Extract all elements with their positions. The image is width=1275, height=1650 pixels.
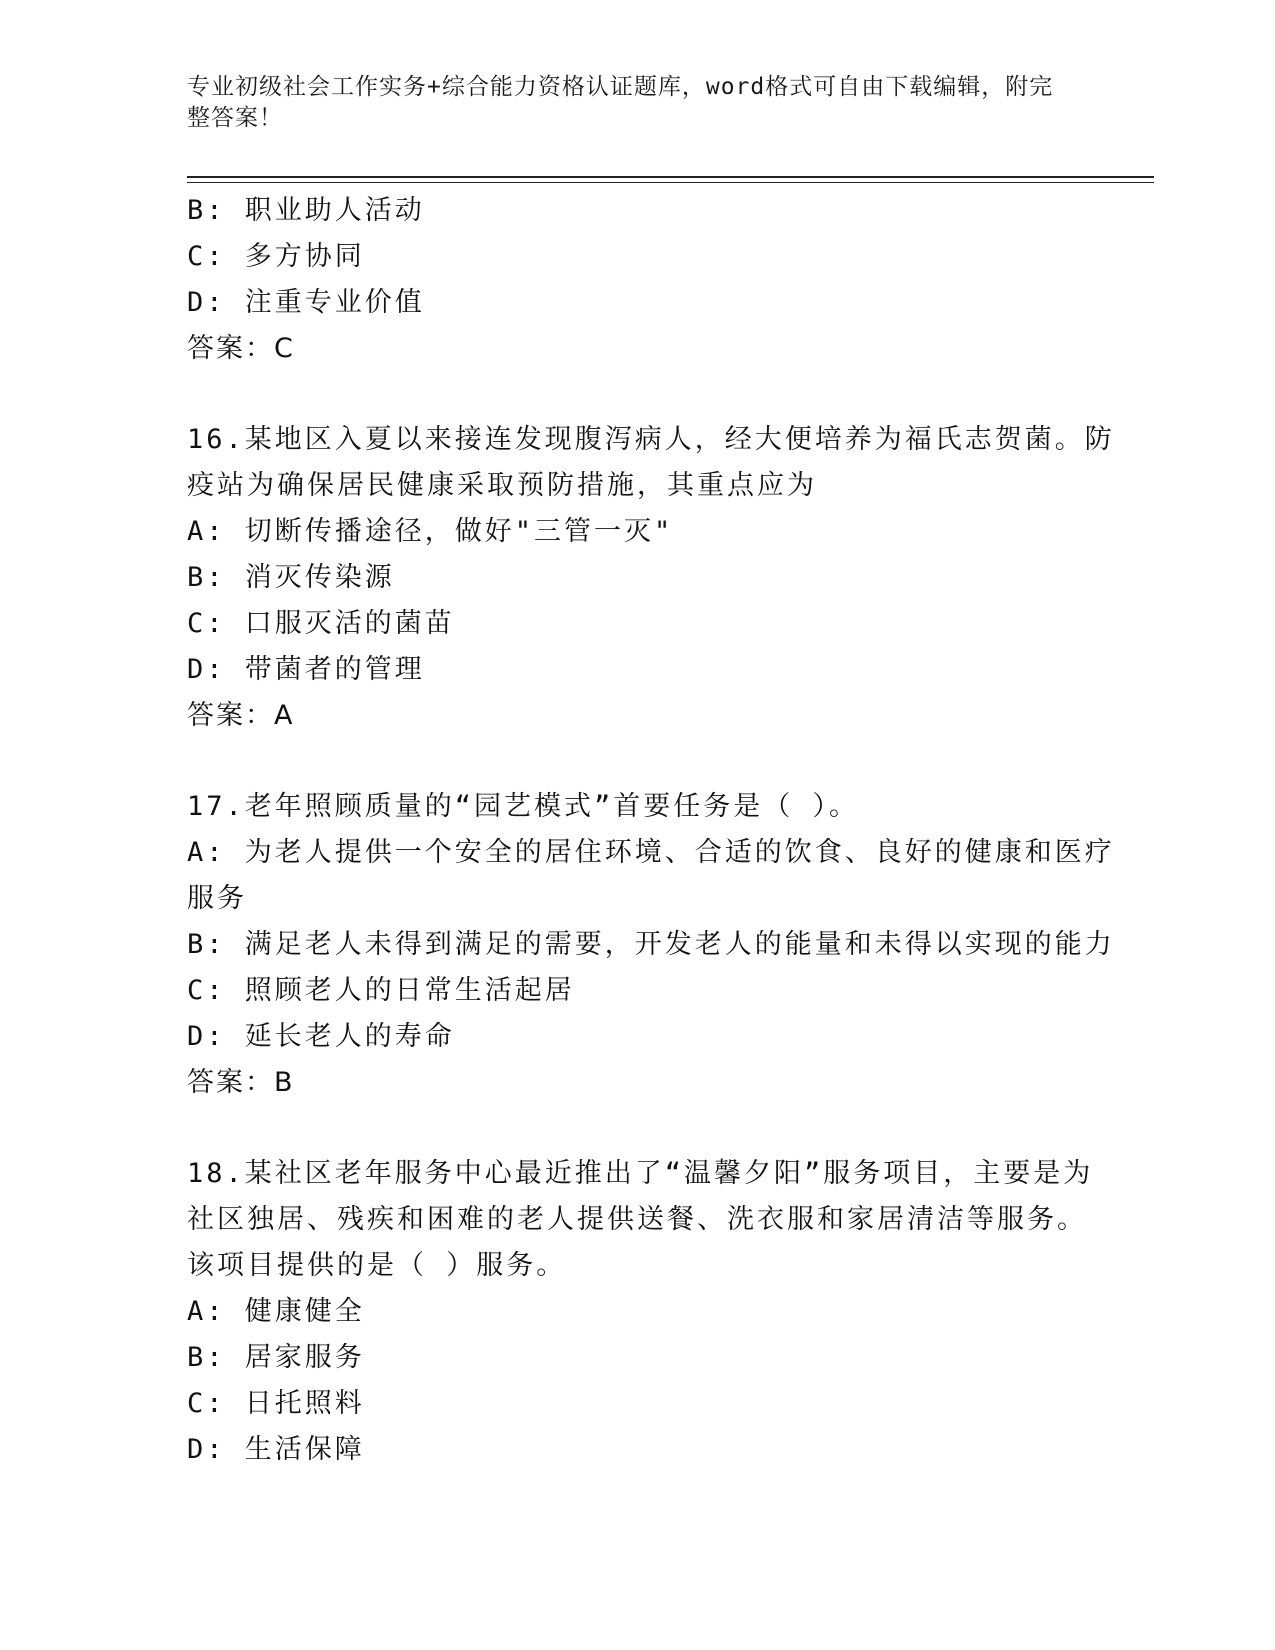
header-line-2: 整答案！: [187, 105, 283, 131]
question-17: [187, 784, 1115, 1106]
option-line: A: 为老人提供一个安全的居住环境、合适的饮食、良好的健康和医疗: [187, 837, 1115, 868]
option-line: D: 生活保障: [187, 1434, 365, 1465]
answer-line: 答案：C: [187, 333, 295, 364]
question-stem: 16.某地区入夏以来接连发现腹泻病人，经大便培养为福氏志贺菌。防: [187, 424, 1115, 455]
question-stem: 该项目提供的是（ ）服务。: [187, 1250, 567, 1281]
question-stem: 疫站为确保居民健康采取预防措施，其重点应为: [187, 470, 817, 501]
option-line: C: 照顾老人的日常生活起居: [187, 975, 575, 1006]
answer-line: 答案：A: [187, 700, 295, 731]
option-line: D: 延长老人的寿命: [187, 1021, 455, 1052]
option-line: C: 日托照料: [187, 1388, 365, 1419]
question-stem: 18.某社区老年服务中心最近推出了“温馨夕阳”服务项目，主要是为: [187, 1158, 1094, 1189]
header-rule-thin: [187, 182, 1154, 183]
option-line: 服务: [187, 883, 247, 914]
option-line: D: 注重专业价值: [187, 287, 425, 318]
question-16: [187, 417, 1115, 739]
option-line: B: 居家服务: [187, 1342, 365, 1373]
option-line: B: 消灭传染源: [187, 562, 395, 593]
option-line: C: 多方协同: [187, 241, 365, 272]
prev-question: [187, 188, 1087, 372]
option-line: D: 带菌者的管理: [187, 654, 425, 685]
question-stem: 17.老年照顾质量的“园艺模式”首要任务是（ ）。: [187, 791, 860, 822]
header-rule-thick: [187, 176, 1154, 178]
page-header: [187, 72, 1087, 134]
question-18: [187, 1151, 1094, 1473]
option-line: A: 切断传播途径，做好"三管一灭": [187, 516, 674, 547]
question-content: [187, 188, 1115, 1473]
option-line: B: 满足老人未得到满足的需要，开发老人的能量和未得以实现的能力: [187, 929, 1115, 960]
answer-line: 答案：B: [187, 1067, 295, 1098]
option-line: C: 口服灭活的菌苗: [187, 608, 455, 639]
option-line: A: 健康健全: [187, 1296, 365, 1327]
question-stem: 社区独居、残疾和困难的老人提供送餐、洗衣服和家居清洁等服务。: [187, 1204, 1087, 1235]
header-line-1: 专业初级社会工作实务+综合能力资格认证题库，word格式可自由下载编辑，附完: [187, 74, 1054, 100]
option-line: B: 职业助人活动: [187, 195, 425, 226]
